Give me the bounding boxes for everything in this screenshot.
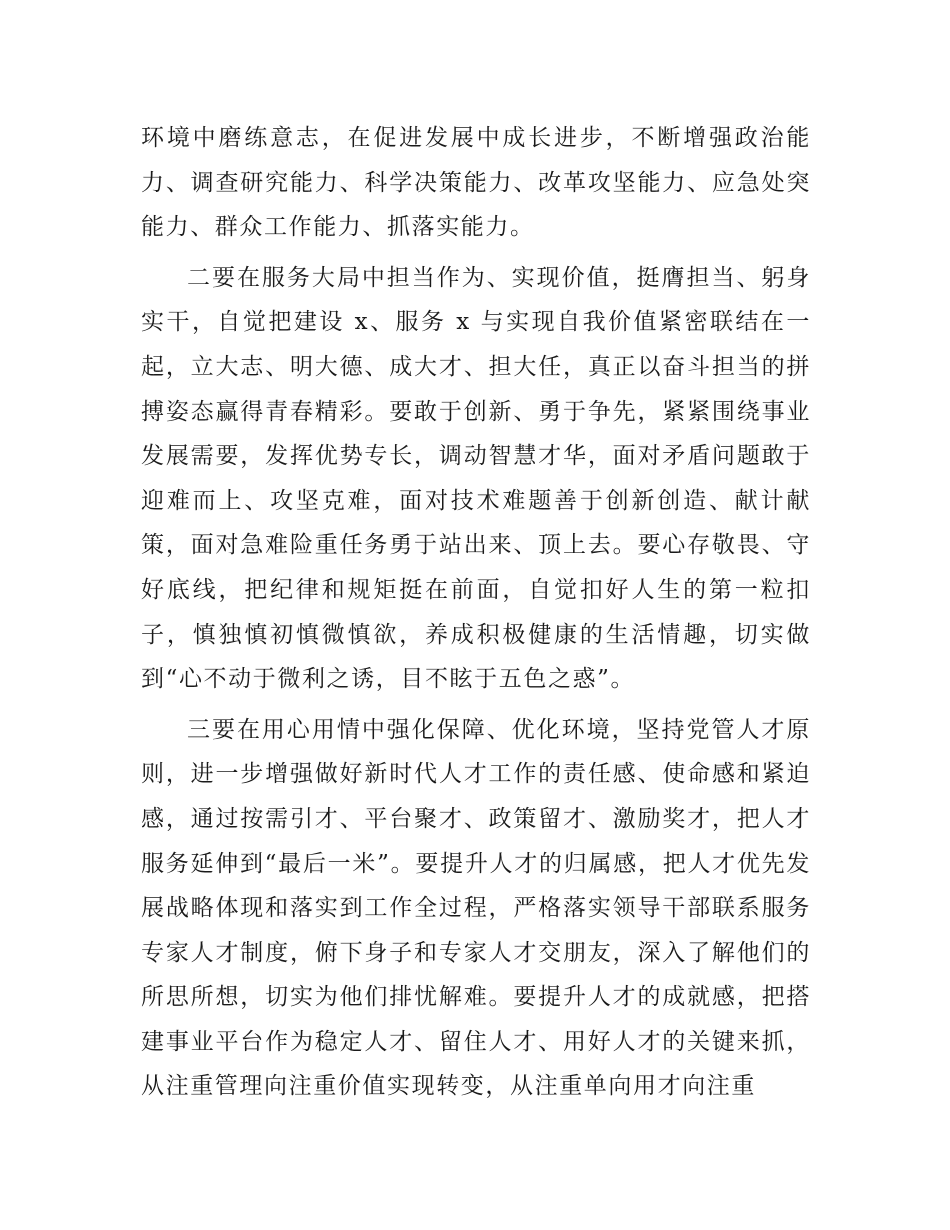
paragraph-1: 环境中磨练意志，在促进发展中成长进步，不断增强政治能力、调查研究能力、科学决策能力、改革攻坚能力、应急处突能力、群众工作能力、抓落实能力。 xyxy=(141,125,811,241)
document-body xyxy=(141,116,811,1109)
paragraph-3: 三要在用心用情中强化保障、优化环境，坚持党管人才原则，进一步增强做好新时代人才工作的责任感、使命感和紧迫感，通过按需引才、平台聚才、政策留才、激励奖才，把人才服务延伸到“最后一米”。要提升人才的归属感，把人才优先发展战略体现和落实到工作全过程，严格落实领导干部联系服务专家人才制度，俯下身子和专家人才交朋友，深入了解他们的所思所想，切实为他们排忧解难。要提升人才的成就感，把搭建事业平台作为稳定人才、留住人才、用好人才的关键来抓，从注重管理向注重价值实现转变，从注重单向用才向注重 xyxy=(141,716,811,1100)
paragraph-2: 二要在服务大局中担当作为、实现价值，挺膺担当、躬身实干，自觉把建设 x、服务 x 与实现自我价值紧密联结在一起，立大志、明大德、成大才、担大任，真正以奋斗担当的拼搏姿态赢得青春精彩。要敢于创新、勇于争先，紧紧围绕事业发展需要，发挥优势专长，调动智慧才华，面对矛盾问题敢于迎难而上、攻坚克难，面对技术难题善于创新创造、献计献策，面对急难险重任务勇于站出来、顶上去。要心存敬畏、守好底线，把纪律和规矩挺在前面，自觉扣好人生的第一粒扣子，慎独慎初慎微慎欲，养成积极健康的生活情趣，切实做到“心不动于微利之诱，目不眩于五色之惑”。 xyxy=(141,264,811,693)
